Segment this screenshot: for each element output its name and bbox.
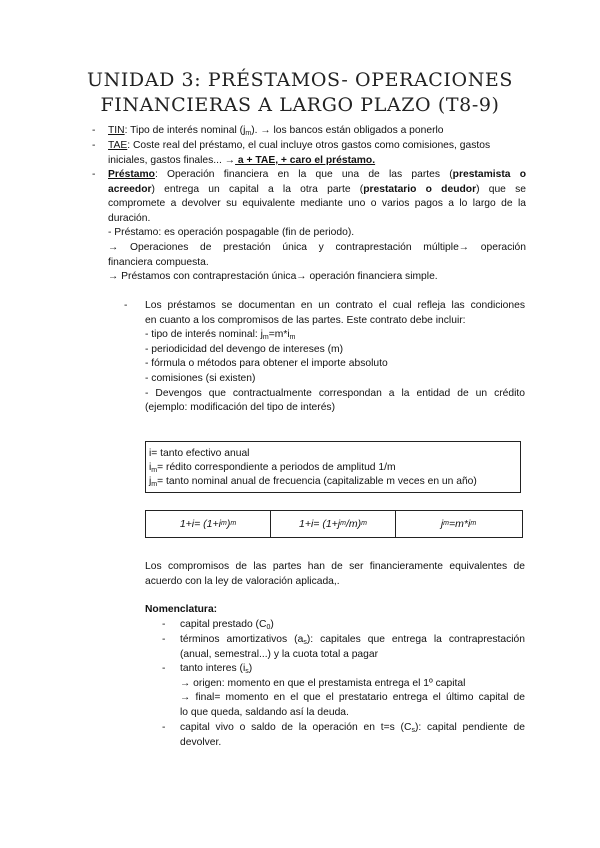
bullet-dash: -	[162, 634, 166, 645]
box-line-2	[149, 461, 396, 476]
sub-m: m	[262, 334, 269, 342]
tin-sub: m	[245, 130, 252, 137]
formula-cell-1: 1+i= (1+i m ) m	[179, 517, 237, 530]
prestamo-compuesta-2: financiera compuesta.	[108, 256, 209, 268]
sub-0: 0	[266, 624, 271, 631]
sub-s: s	[245, 668, 249, 675]
title-line-2: FINANCIERAS A LARGO PLAZO (T8-9)	[100, 94, 500, 116]
page-title	[0, 68, 600, 118]
nomenclatura-item-capital-vivo	[180, 721, 525, 750]
contract-section	[145, 299, 525, 416]
formula-3-a: j	[440, 517, 444, 530]
nomenclatura-terminos-line-2: (anual, semestral...) y la cuota total a pagar	[180, 648, 379, 660]
prestamo-bold-1: prestamista o	[452, 169, 526, 180]
box-line-3-text: = tanto nominal anual de frecuencia (capitalizable m veces en un año)	[157, 476, 477, 487]
contract-item-periodicidad: - periodicidad del devengo de intereses (m)	[145, 343, 344, 355]
compromisos-line-1: Los compromisos de las partes han de ser financieramente equivalentes de	[145, 561, 525, 572]
box-line-1: i= tanto efectivo anual	[149, 448, 250, 459]
box-line-2-var: i	[149, 462, 152, 473]
bullet-dash: -	[92, 169, 96, 180]
bullet-dash: -	[162, 663, 166, 674]
formula-1-a: 1+i= (1+i	[179, 517, 221, 530]
sub-s: s	[411, 727, 415, 734]
prestamo-text-1: : Operación financiera en la que una de las partes (	[154, 169, 453, 180]
tin-definition	[108, 124, 520, 139]
bullet-dash: -	[162, 722, 166, 733]
box-line-3-var: j	[149, 476, 152, 487]
nomenclatura-capital-close: )	[270, 619, 274, 630]
nomenclatura-terminos-text: términos amortizativos (a	[180, 634, 304, 645]
sub-m: m	[151, 481, 158, 488]
contract-line-2: en cuanto a los compromisos de las partes. Este contrato debe incluir:	[145, 314, 466, 326]
sub-m: m	[289, 334, 296, 342]
prestamo-bold-3: prestatario o deudor	[363, 183, 477, 195]
formula-3-b: =m*i	[449, 517, 471, 530]
prestamo-term: Préstamo	[108, 169, 155, 180]
nomenclatura-interes-close: )	[248, 663, 253, 674]
sub-m: m	[151, 467, 158, 474]
formula-1-b: )	[226, 517, 231, 530]
tin-text: : Tipo de interés nominal (j	[124, 125, 246, 136]
nomenclatura-final-2: lo que queda, saldando así la deuda.	[180, 706, 349, 718]
prestamo-pospagable: - Préstamo: es operación pospagable (fin de periodo).	[108, 227, 355, 239]
contract-item-devengos-2: (ejemplo: modificación del tipo de interés)	[145, 402, 336, 414]
contract-item-formula: - fórmula o métodos para obtener el importe absoluto	[145, 358, 388, 370]
prestamo-bold-2: acreedor	[108, 183, 152, 195]
tae-term: TAE	[108, 140, 128, 151]
nomenclatura-item-capital	[180, 618, 274, 633]
contract-item-devengos: - Devengos que contractualmente correspondan a la entidad de un crédito	[145, 387, 525, 399]
tin-text-b: ). → los bancos están obligados a ponerlo	[251, 125, 444, 136]
nomenclatura-capital-vivo-text-b: ): capital pendiente de	[414, 722, 526, 733]
tae-text-2: iniciales, gastos finales... →	[108, 154, 236, 166]
nomenclatura-heading-text: Nomenclatura:	[145, 604, 218, 615]
tae-text-1: : Coste real del préstamo, el cual incluye otros gastos como comisiones, gastos	[127, 140, 491, 151]
formula-2-a: 1+i= (1+j	[298, 517, 341, 530]
definitions-box	[145, 441, 521, 493]
contract-item-comisiones: - comisiones (si existen)	[145, 372, 256, 384]
nomenclatura-capital-text: capital prestado (C	[180, 619, 267, 630]
contract-item-tin-text-b: =m*i	[268, 329, 290, 341]
bullet-dash: -	[162, 619, 166, 630]
nomenclatura-terminos-text-b: ): capitales que entrega la contraprestación	[306, 634, 526, 645]
contract-line-1: Los préstamos se documentan en un contrato el cual refleja las condiciones	[145, 300, 525, 311]
formula-2-b: /m)	[345, 517, 362, 530]
nomenclatura-capital-vivo-text: capital vivo o saldo de la operación en t=s (C	[180, 722, 412, 733]
compromisos-line-2: acuerdo con la ley de valoración aplicada,.	[145, 575, 340, 587]
nomenclatura-interes-text: tanto interes (i	[180, 663, 246, 674]
contract-item-tin	[145, 328, 525, 343]
nomenclatura-heading	[145, 603, 217, 618]
prestamo-text-2: ) entrega un capital a la otra parte (	[151, 183, 364, 195]
bullet-dash: -	[124, 300, 128, 311]
box-line-3	[149, 475, 477, 490]
formula-cell-3: j m =m*i m	[395, 511, 521, 537]
tae-definition	[108, 139, 526, 168]
nomenclatura-origen: → origen: momento en que el prestamista entrega el 1º capital	[180, 677, 466, 689]
prestamo-definition	[108, 168, 526, 285]
bullet-dash: -	[92, 125, 96, 136]
formula-cell-2: 1+i= (1+j m /m) m	[270, 511, 395, 537]
nomenclatura-capital-vivo-line-2: devolver.	[180, 736, 222, 748]
prestamo-simple: → Préstamos con contraprestación única→ operación financiera simple.	[108, 271, 438, 283]
box-line-2-text: = rédito correspondiente a periodos de amplitud 1/m	[157, 462, 396, 473]
prestamo-compuesta: → Operaciones de prestación única y contraprestación múltiple→ operación	[108, 241, 526, 253]
contract-item-tin-text: - tipo de interés nominal: j	[145, 329, 263, 341]
nomenclatura-item-interes	[180, 662, 525, 720]
prestamo-text-5: duración.	[108, 212, 151, 224]
bullet-dash: -	[92, 140, 96, 151]
formula-table	[145, 510, 523, 538]
prestamo-text-4: compromete a devolver su equivalente mediante uno o varios pagos a lo largo de la	[108, 198, 526, 210]
compromisos-paragraph	[145, 560, 525, 589]
nomenclatura-item-terminos	[180, 633, 525, 662]
title-line-1: UNIDAD 3: PRÉSTAMOS- OPERACIONES	[86, 69, 514, 91]
prestamo-text-3: ) que se	[476, 183, 526, 195]
tae-conclusion: a + TAE, + caro el préstamo.	[235, 154, 376, 166]
nomenclatura-final: → final= momento en el que el prestatario entrega el último capital de	[180, 692, 525, 704]
sub-s: s	[303, 639, 307, 646]
tin-term: TIN	[108, 125, 125, 136]
